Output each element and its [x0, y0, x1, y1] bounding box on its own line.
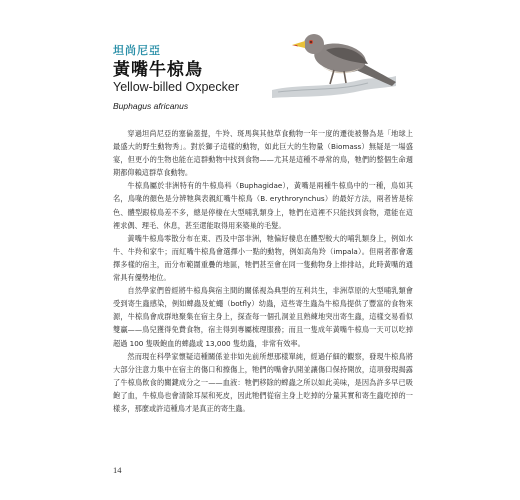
bird-head	[304, 34, 324, 54]
paragraph: 自然學家們曾經將牛椋鳥與宿主間的關係視為典型的互利共生，非洲草原的大型哺乳類會受到寄生蟲感染，例如蜱蟲及虻蠅（botfly）幼蟲，這些寄生蟲為牛椋鳥提供了豐富的食物來源，牛椋鳥會成群地聚集在宿主身上，探查每一個孔洞並且熟練地突出寄生蟲，這樣交易看似雙贏——鳥兒獲得免費食物，宿主得到專屬梳理服務；而且一隻成年黃嘴牛椋鳥一天可以吃掉超過 100 隻吸飽血的蜱蟲或 13,000 隻幼蟲，非常有效率。	[113, 286, 413, 348]
page-number: 14	[113, 465, 122, 475]
country-label: 坦尚尼亞	[113, 44, 161, 57]
article-body	[113, 127, 413, 415]
paragraph: 牛椋鳥屬於非洲特有的牛椋鳥科（Buphagidae），黃嘴是兩種牛椋鳥中的一種，鳥如其名，鳥喙的顏色是分辨牠與表親紅嘴牛椋鳥（B. erythrorynchus）的最好方法，兩者皆是棕色、體型跟椋鳥差不多，總是停棲在大型哺乳類身上，牠們在這裡不只能找到食物，還能在這裡求偶、理毛、休息，甚至還能取得用來築巢的毛髮。	[113, 181, 413, 230]
paragraph: 黃嘴牛椋鳥零散分布在東、西及中部非洲，牠偏好棲息在體型較大的哺乳類身上，例如水牛、牛羚和家牛；而紅嘴牛椋鳥會選擇小一點的動物，例如高角羚（impala）。但兩者都會選擇多樣的宿主，而分布範圍重疊的地區，牠們甚至會在同一隻動物身上排排站，此時黃嘴的通常具有優勢地位。	[113, 233, 413, 283]
page-title-english: Yellow-billed Oxpecker	[113, 80, 239, 94]
paragraph: 然而現在科學家懷疑這種關係並非如先前所想那樣單純，經過仔細的觀察，發現牛椋鳥將大部分注意力集中在宿主的傷口和擦傷上，牠們的嘴會扒開並讓傷口保持開放，這項發現揭露了牛椋鳥飲食的關鍵成分之一——血液：牠們移除的蜱蟲之所以如此美味，是因為許多早已吸飽了血，牛椋鳥也會清除耳屎和死皮，因此牠們從宿主身上吃掉的分量其實和寄生蟲吃掉的一樣多，那麼或許這種鳥才是真正的寄生蟲。	[113, 351, 413, 413]
bird-bill	[292, 41, 305, 48]
scientific-name: Buphagus africanus	[113, 101, 189, 111]
paragraph: 穿過坦尚尼亞的塞倫蓋提，牛羚、斑馬與其他草食動物一年一度的遷徙被譽為是「地球上最盛大的野生動物秀」。對於獅子這樣的動物，如此巨大的生物量（Biomass）無疑是一場盛宴，但更小的生物也能在這群動物中找到食物——尤其是這種不尋常的鳥，牠們的整個生命週期都仰賴這群草食動物。	[113, 129, 413, 178]
oxpecker-bird-icon	[268, 18, 398, 103]
page-title-chinese: 黃嘴牛椋鳥	[113, 60, 203, 80]
